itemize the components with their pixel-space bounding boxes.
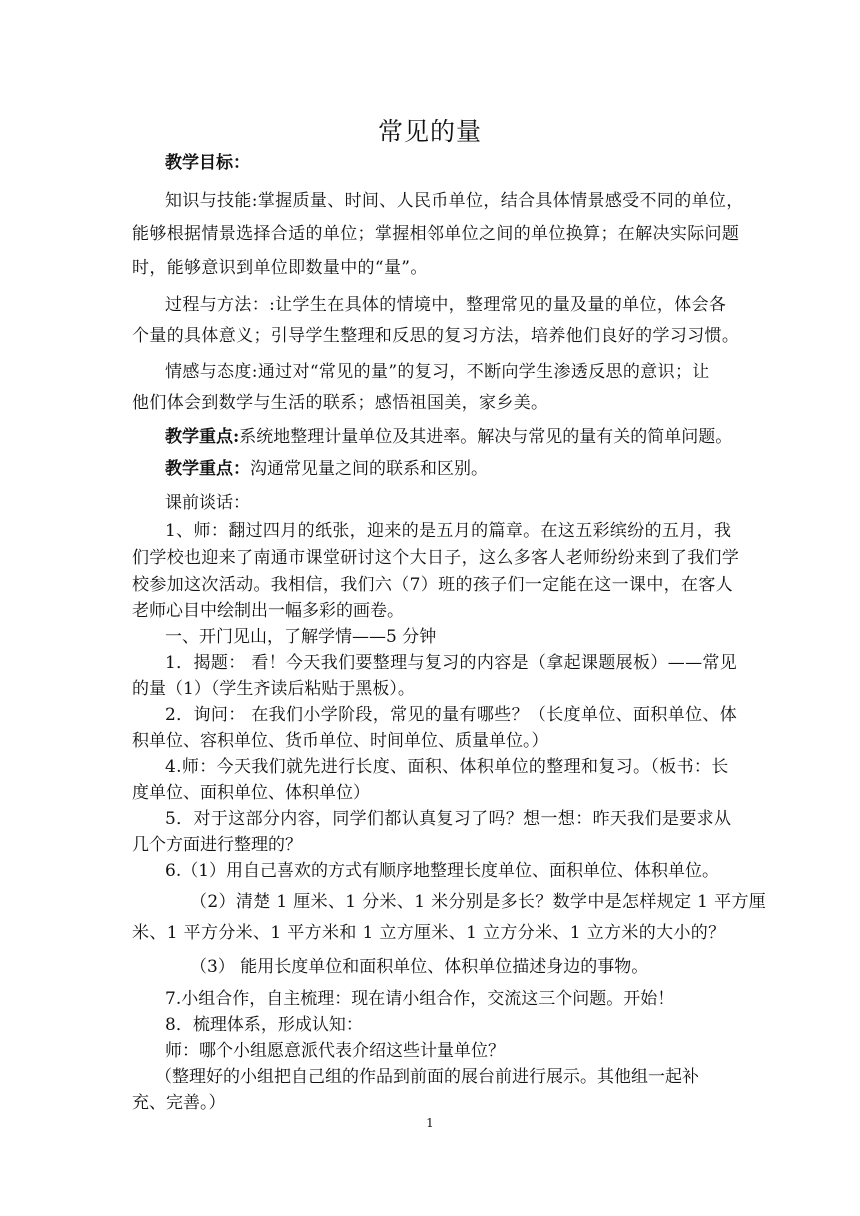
objectives-heading: 教学目标： — [165, 153, 250, 173]
knowledge-line: 时，能够意识到单位即数量中的“量”。 — [132, 258, 428, 278]
key-point-2 — [165, 458, 488, 480]
talk-line: 老师心目中绘制出一幅多彩的画卷。 — [132, 601, 404, 621]
document-title: 常见的量 — [377, 117, 482, 146]
step-line: 积单位、容积单位、货币单位、时间单位、质量单位。） — [132, 731, 549, 751]
step-line: 4.师：今天我们就先进行长度、面积、体积单位的整理和复习。（板书：长 — [165, 757, 729, 777]
step-line: 6.（1）用自己喜欢的方式有顺序地整理长度单位、面积单位、体积单位。 — [165, 861, 720, 881]
teacher-line: 师：哪个小组愿意派代表介绍这些计量单位？ — [165, 1041, 505, 1061]
step-line: 5．对于这部分内容，同学们都认真复习了吗？想一想：昨天我们是要求从 — [165, 809, 732, 829]
talk-line: 1、师：翻过四月的纸张，迎来的是五月的篇章。在这五彩缤纷的五月，我 — [165, 521, 732, 541]
knowledge-line: 能够根据情景选择合适的单位；掌握相邻单位之间的单位换算；在解决实际问题 — [132, 224, 740, 244]
step-line: （3） 能用长度单位和面积单位、体积单位描述身边的事物。 — [190, 957, 649, 977]
key-point-text: 沟通常见量之间的联系和区别。 — [250, 459, 488, 479]
step-line: 1．揭题： 看！今天我们要整理与复习的内容是（拿起课题展板）——常见 — [165, 653, 738, 673]
note-line: 充、完善。） — [132, 1093, 226, 1113]
emotion-line: 情感与态度:通过对“常见的量”的复习，不断向学生渗透反思的意识；让 — [165, 362, 710, 382]
emotion-line: 他们体会到数学与生活的联系；感悟祖国美，家乡美。 — [132, 393, 549, 413]
page-number: 1 — [426, 1116, 434, 1130]
step-line: 2．询问： 在我们小学阶段，常见的量有哪些？（长度单位、面积单位、体 — [165, 705, 738, 725]
section-heading: 一、开门见山，了解学情——5 分钟 — [165, 627, 437, 647]
step-line: 7.小组合作，自主梳理：现在请小组合作，交流这三个问题。开始！ — [165, 989, 675, 1009]
key-point-text: 系统地整理计量单位及其进率。解决与常见的量有关的简单问题。 — [239, 427, 733, 447]
process-line: 过程与方法：:让学生在具体的情境中，整理常见的量及量的单位，体会各 — [165, 295, 727, 315]
step-line: 几个方面进行整理的？ — [132, 835, 302, 855]
step-line: 米、1 平方分米、1 平方米和 1 立方厘米、1 立方分米、1 立方米的大小的？ — [132, 923, 726, 943]
talk-line: 们学校也迎来了南通市课堂研讨这个大日子，这么多客人老师纷纷来到了我们学 — [132, 548, 740, 568]
knowledge-line: 知识与技能:掌握质量、时间、人民币单位，结合具体情景感受不同的单位， — [165, 191, 744, 211]
note-line: （整理好的小组把自己组的作品到前面的展台前进行展示。其他组一起补 — [155, 1067, 699, 1087]
step-line: 8．梳理体系，形成认知： — [165, 1015, 363, 1035]
step-line: （2）清楚 1 厘米、1 分米、1 米分别是多长？数学中是怎样规定 1 平方厘 — [190, 892, 767, 912]
step-line: 度单位、面积单位、体积单位） — [132, 783, 370, 803]
key-point-label: 教学重点： — [165, 459, 250, 479]
pre-talk-heading: 课前谈话： — [165, 493, 250, 513]
talk-line: 校参加这次活动。我相信，我们六（7）班的孩子们一定能在这一课中，在客人 — [132, 575, 734, 595]
step-line: 的量（1）（学生齐读后粘贴于黑板）。 — [132, 679, 415, 699]
key-point-1 — [165, 426, 732, 448]
key-point-label: 教学重点: — [165, 427, 240, 447]
process-line: 个量的具体意义；引导学生整理和反思的复习方法，培养他们良好的学习习惯。 — [132, 326, 740, 346]
